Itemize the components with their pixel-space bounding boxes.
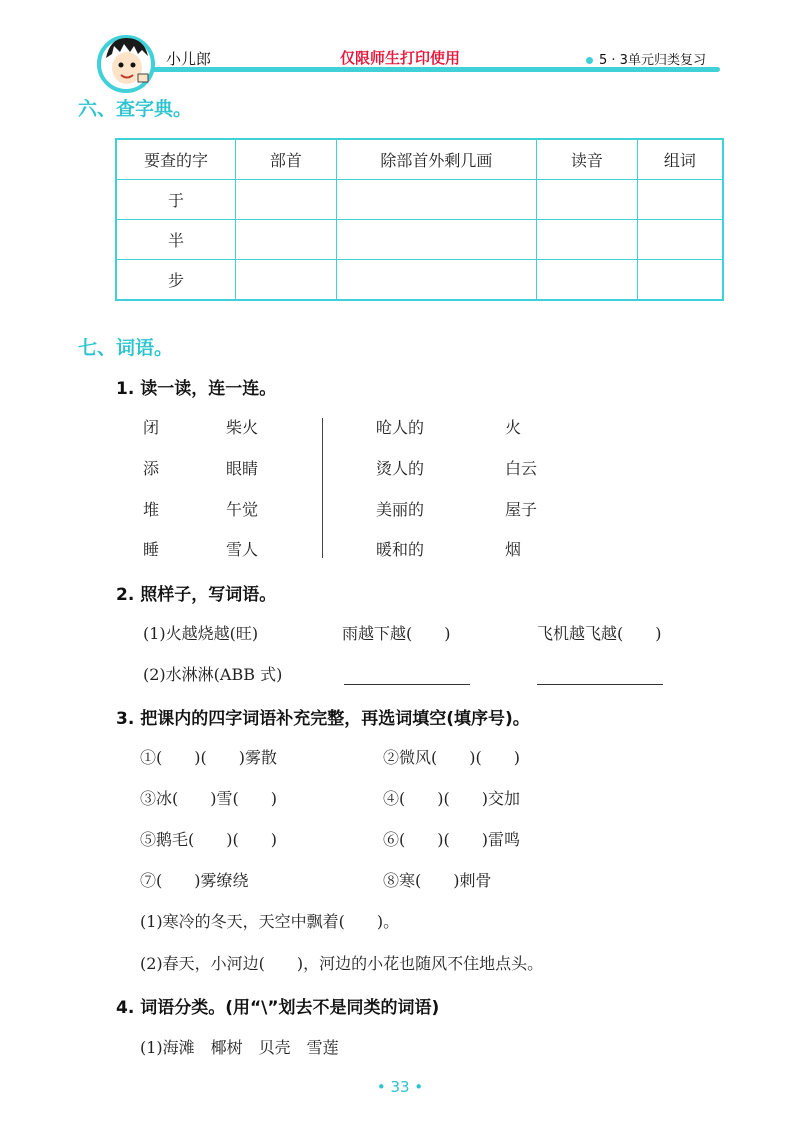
section7-title: 七、词语。 (78, 337, 174, 359)
q1-left-word[interactable]: 雪人 (226, 540, 259, 559)
q4-title: 4. 词语分类。(用“\”划去不是同类的词语) (116, 998, 440, 1018)
table-cell-char: 步 (116, 260, 236, 301)
q3-idiom-item[interactable]: ①( )( )雾散 (140, 748, 277, 767)
q1-left-word[interactable]: 午觉 (226, 500, 259, 519)
table-cell-blank[interactable] (236, 220, 337, 260)
table-header-cell: 部首 (236, 139, 337, 180)
q3-idiom-item[interactable]: ②微风( )( ) (383, 748, 520, 767)
page-number: • 33 • (376, 1078, 424, 1096)
q1-right-word[interactable]: 屋子 (505, 500, 538, 519)
table-row (116, 220, 723, 260)
table-cell-blank[interactable] (236, 180, 337, 220)
table-cell-blank[interactable] (637, 180, 723, 220)
table-cell-blank[interactable] (537, 220, 638, 260)
table-cell-blank[interactable] (236, 260, 337, 301)
q3-idiom-item[interactable]: ④( )( )交加 (383, 789, 520, 808)
q1-divider (322, 418, 323, 558)
bullet-dot-icon (586, 57, 593, 64)
q3-idiom-item[interactable]: ⑦( )雾缭绕 (140, 871, 249, 890)
q1-right-word[interactable]: 暖和的 (376, 540, 425, 559)
q2-example: (1)火越烧越(旺) (143, 624, 259, 643)
q1-right-word[interactable]: 烟 (505, 540, 522, 559)
header-print-notice: 仅限师生打印使用 (339, 49, 460, 67)
q2-title: 2. 照样子，写词语。 (116, 585, 277, 605)
q4-word-group[interactable]: (1)海滩 椰树 贝壳 雪莲 (140, 1038, 339, 1057)
q3-title: 3. 把课内的四字词语补充完整，再选词填空(填序号)。 (116, 709, 530, 729)
table-cell-blank[interactable] (637, 260, 723, 301)
q1-left-word[interactable]: 柴火 (226, 418, 259, 437)
q1-left-word[interactable]: 睡 (143, 540, 160, 559)
table-cell-blank[interactable] (637, 220, 723, 260)
q1-left-word[interactable]: 添 (143, 459, 160, 478)
q3-idiom-item[interactable]: ⑥( )( )雷鸣 (383, 830, 520, 849)
header-brand: 小儿郎 (166, 50, 212, 68)
q3-idiom-item[interactable]: ⑤鹅毛( )( ) (140, 830, 277, 849)
table-cell-blank[interactable] (336, 220, 536, 260)
table-header-cell: 要查的字 (116, 139, 236, 180)
q1-right-word[interactable]: 呛人的 (376, 418, 425, 437)
q1-right-word[interactable]: 烫人的 (376, 459, 425, 478)
q1-right-word[interactable]: 火 (505, 418, 522, 437)
q3-sentence[interactable]: (1)寒冷的冬天，天空中飘着( )。 (140, 912, 400, 931)
table-cell-blank[interactable] (336, 180, 536, 220)
q2-abb-prompt: (2)水淋淋(ABB 式) (143, 665, 283, 684)
dictionary-table (115, 138, 724, 301)
table-cell-blank[interactable] (537, 180, 638, 220)
q1-right-word[interactable]: 白云 (505, 459, 538, 478)
q1-left-word[interactable]: 堆 (143, 500, 160, 519)
q2-answer-line[interactable] (344, 684, 470, 685)
section6-title: 六、查字典。 (78, 98, 193, 120)
q1-title: 1. 读一读，连一连。 (116, 379, 277, 399)
q1-right-word[interactable]: 美丽的 (376, 500, 425, 519)
header-unit-label: 5 · 3单元归类复习 (586, 49, 706, 68)
table-row (116, 260, 723, 301)
table-header-cell: 读音 (537, 139, 638, 180)
table-cell-char: 于 (116, 180, 236, 220)
q3-idiom-item[interactable]: ⑧寒( )刺骨 (383, 871, 492, 890)
q3-sentence[interactable]: (2)春天，小河边( )，河边的小花也随风不住地点头。 (140, 954, 544, 973)
q2-blank-item[interactable]: 雨越下越( ) (342, 624, 451, 643)
q1-left-word[interactable]: 眼睛 (226, 459, 259, 478)
table-row (116, 180, 723, 220)
table-header-cell: 组词 (637, 139, 723, 180)
table-header-row (116, 139, 723, 180)
table-header-cell: 除部首外剩几画 (336, 139, 536, 180)
q1-left-word[interactable]: 闭 (143, 418, 160, 437)
q2-answer-line[interactable] (537, 684, 663, 685)
q2-blank-item[interactable]: 飞机越飞越( ) (537, 624, 662, 643)
table-cell-char: 半 (116, 220, 236, 260)
table-cell-blank[interactable] (336, 260, 536, 301)
q3-idiom-item[interactable]: ③冰( )雪( ) (140, 789, 277, 808)
table-cell-blank[interactable] (537, 260, 638, 301)
